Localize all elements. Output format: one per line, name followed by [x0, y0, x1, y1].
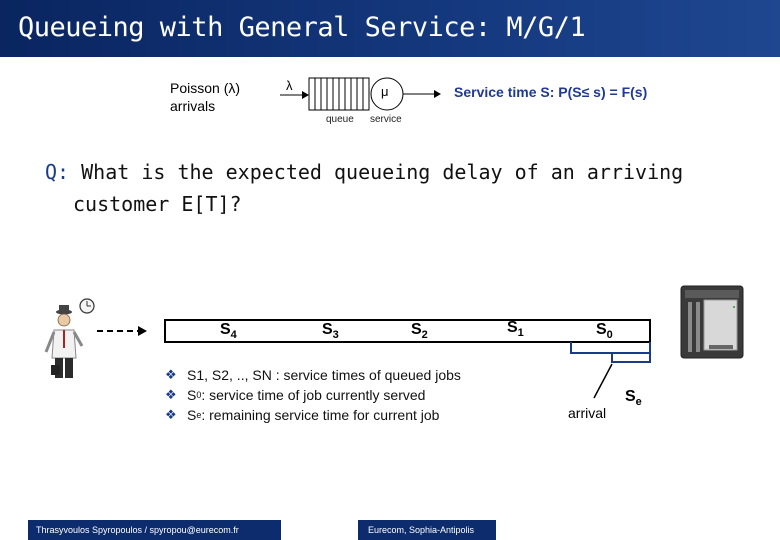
arrival-arrow-head: [302, 91, 309, 99]
question: [45, 156, 683, 220]
se-label: $S_e$: [625, 388, 642, 409]
s0-label: $S_0$: [596, 321, 613, 342]
bullet-list: [165, 365, 461, 425]
lambda-symbol: λ: [286, 78, 293, 93]
service-caption: service: [370, 114, 402, 125]
queue-caption: queue: [326, 114, 354, 125]
bullet-diamond-icon: ❖: [165, 367, 177, 382]
bullet-item: ❖ S1, S2, .., SN : service times of queued jobs: [165, 367, 461, 383]
bullet-item: ❖ S 0 : service time of job currently served: [165, 387, 426, 403]
customer-figure-icon: [46, 299, 94, 378]
s1-label: $S_1$: [507, 319, 524, 340]
service-time-label: Service time S: P(S≤ s) = F(s): [454, 84, 648, 100]
arrivals-label-line1: Poisson (λ): [170, 80, 241, 96]
slide-title: Queueing with General Service: M/G/1: [18, 12, 586, 43]
question-prefix: Q:: [45, 160, 70, 184]
question-line2: [45, 188, 683, 220]
bullet-diamond-icon: ❖: [165, 407, 177, 422]
question-text-1: What is the expected queueing delay of an arriving: [69, 160, 684, 184]
s4-label: $S_4$: [220, 321, 237, 342]
mu-symbol: μ: [381, 84, 389, 99]
departure-arrow-head: [434, 90, 441, 98]
arrivals-label-line2: arrivals: [170, 98, 216, 114]
s0-brace: [571, 342, 650, 353]
customer-arrow-head: [138, 326, 147, 336]
question-line1: [45, 156, 683, 188]
arrival-label: arrival: [568, 405, 607, 421]
footer-institution: Eurecom, Sophia-Antipolis: [358, 520, 496, 540]
arrival-marker-line: [594, 364, 612, 398]
bullet-diamond-icon: ❖: [165, 387, 177, 402]
server-tower-icon: [681, 286, 743, 358]
s2-label: $S_2$: [411, 321, 428, 342]
se-brace: [612, 353, 650, 362]
timeline-box: [165, 320, 650, 342]
question-text-2: customer E[T]?: [73, 192, 242, 216]
bullet-item: ❖ S e : remaining service time for current job: [165, 407, 440, 423]
footer-author: Thrasyvoulos Spyropoulos / spyropou@eurecom.fr: [28, 520, 281, 540]
s3-label: $S_3$: [322, 321, 339, 342]
